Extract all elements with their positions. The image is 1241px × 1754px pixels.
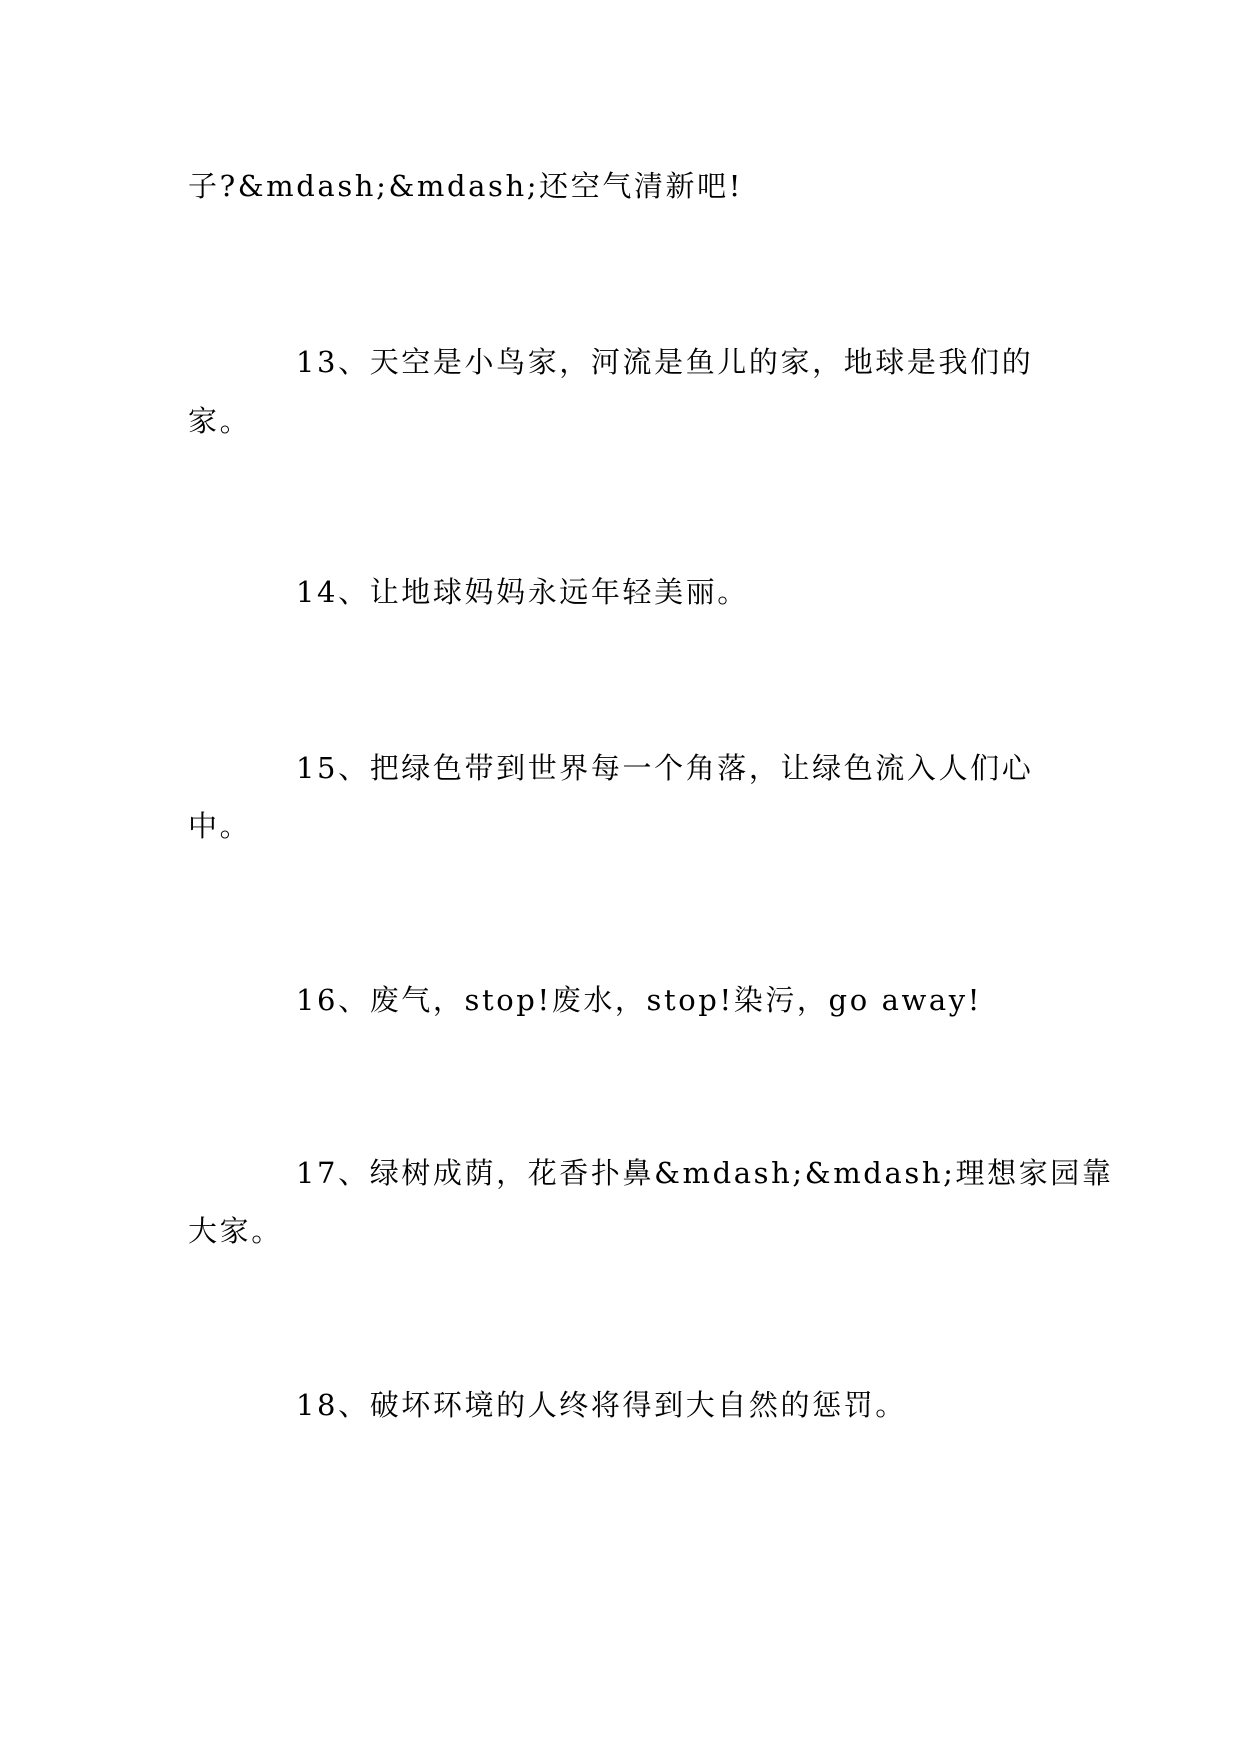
paragraph-line: 家。 (188, 404, 252, 438)
paragraph-line: 大家。 (188, 1214, 283, 1248)
paragraph-line: 中。 (188, 809, 252, 843)
paragraph-line: 14、让地球妈妈永远年轻美丽。 (296, 575, 749, 609)
paragraph-line: 13、天空是小鸟家，河流是鱼儿的家，地球是我们的 (296, 345, 1034, 379)
paragraph-line: 18、破坏环境的人终将得到大自然的惩罚。 (296, 1388, 907, 1422)
paragraph-line: 16、废气，stop!废水，stop!染污，go away! (296, 983, 983, 1017)
paragraph-line: 15、把绿色带到世界每一个角落，让绿色流入人们心 (296, 751, 1034, 785)
paragraph-line: 17、绿树成荫，花香扑鼻&mdash;&mdash;理想家园靠 (296, 1156, 1114, 1190)
paragraph-line: 子?&mdash;&mdash;还空气清新吧! (188, 169, 743, 203)
